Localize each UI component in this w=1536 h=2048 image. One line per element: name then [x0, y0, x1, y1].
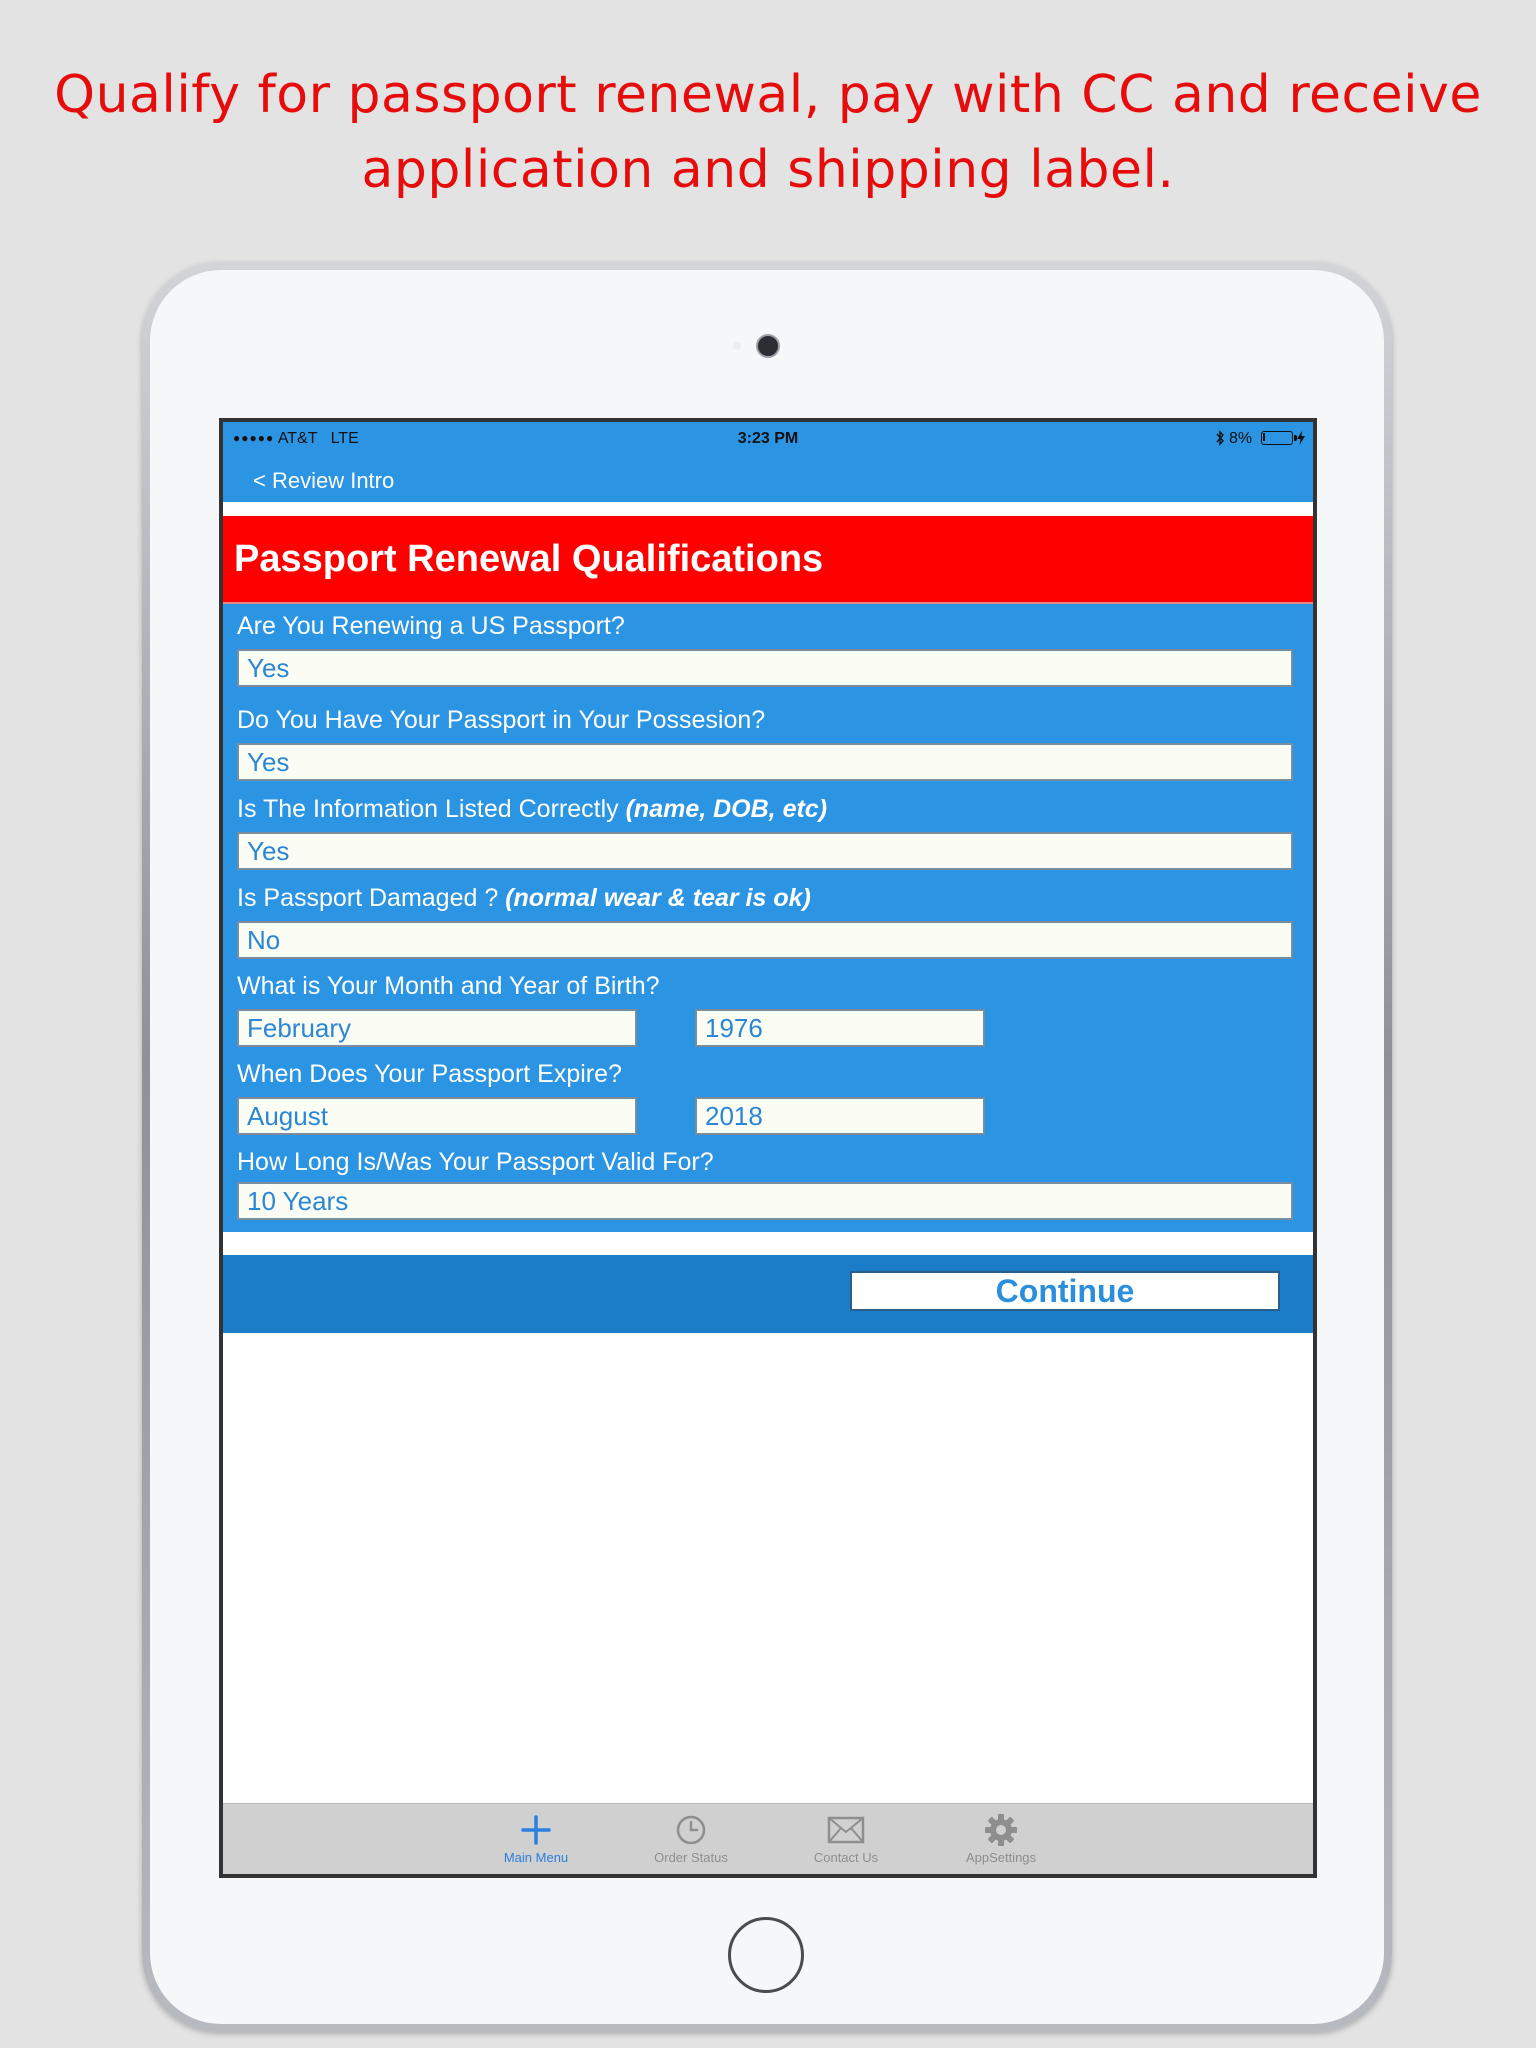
- network-type: LTE: [330, 430, 359, 447]
- signal-strength-icon: ●●●●●: [233, 431, 275, 445]
- expire-month-field[interactable]: August: [237, 1097, 637, 1135]
- ambient-sensor: [733, 342, 741, 350]
- status-right: [1215, 430, 1305, 448]
- app-screen: [223, 422, 1313, 1874]
- question-birth-label: [237, 972, 660, 1001]
- damaged-field[interactable]: No: [237, 921, 1293, 959]
- tab-contact-us[interactable]: [791, 1804, 901, 1874]
- birth-year-field[interactable]: 1976: [695, 1009, 985, 1047]
- title-banner: [223, 516, 1313, 604]
- question-text: Is Passport Damaged ?: [237, 884, 499, 912]
- bluetooth-icon: [1215, 430, 1229, 447]
- question-text: How Long Is/Was Your Passport Valid For?: [237, 1148, 714, 1176]
- tab-main-menu[interactable]: [481, 1804, 591, 1874]
- question-text: Is The Information Listed Correctly: [237, 795, 619, 823]
- carrier-name: AT&T: [277, 430, 318, 447]
- valid-period-field[interactable]: 10 Years: [237, 1182, 1293, 1220]
- question-text: Do You Have Your Passport in Your Possesion?: [237, 706, 766, 734]
- question-expire-label: [237, 1060, 622, 1089]
- question-text: When Does Your Passport Expire?: [237, 1060, 622, 1088]
- question-possession-label: [237, 706, 765, 735]
- question-note: (name, DOB, etc): [625, 795, 828, 823]
- continue-bar: [223, 1252, 1313, 1333]
- tab-app-settings[interactable]: [946, 1804, 1056, 1874]
- possession-field[interactable]: Yes: [237, 743, 1293, 781]
- continue-button[interactable]: Continue: [850, 1271, 1280, 1311]
- plus-icon: [516, 1810, 556, 1850]
- navigation-bar: [223, 458, 1313, 502]
- tab-label: Order Status: [654, 1850, 728, 1865]
- back-button[interactable]: < Review Intro: [253, 468, 395, 493]
- gear-icon: [981, 1810, 1021, 1850]
- clock: 3:23 PM: [737, 430, 799, 447]
- home-button[interactable]: [728, 1917, 804, 1993]
- question-info-correct-label: [237, 795, 827, 824]
- question-note: (normal wear & tear is ok): [505, 884, 811, 912]
- tab-order-status[interactable]: [636, 1804, 746, 1874]
- battery-fill: [1263, 433, 1265, 441]
- page-title: Passport Renewal Qualifications: [234, 538, 824, 580]
- tab-label: Main Menu: [503, 1850, 569, 1865]
- status-bar: [223, 422, 1313, 458]
- question-valid-label: [237, 1148, 714, 1177]
- question-us-passport-label: [237, 612, 625, 641]
- clock-icon: [671, 1810, 711, 1850]
- expire-year-field[interactable]: 2018: [695, 1097, 985, 1135]
- battery-percent: 8%: [1228, 430, 1253, 447]
- question-text: What is Your Month and Year of Birth?: [237, 972, 660, 1000]
- info-correct-field[interactable]: Yes: [237, 832, 1293, 870]
- front-camera: [756, 334, 780, 358]
- headline-line-2: application and shipping label.: [361, 140, 1175, 200]
- us-passport-field[interactable]: Yes: [237, 649, 1293, 687]
- qualification-form: [223, 604, 1313, 1232]
- headline: [0, 58, 1536, 208]
- headline-line-1: Qualify for passport renewal, pay with CC and receive: [54, 65, 1482, 125]
- charging-icon: [1297, 430, 1305, 447]
- birth-month-field[interactable]: February: [237, 1009, 637, 1047]
- envelope-icon: [826, 1810, 866, 1850]
- battery-icon: [1261, 431, 1293, 445]
- tab-bar: [223, 1803, 1313, 1874]
- question-damaged-label: [237, 884, 811, 913]
- question-text: Are You Renewing a US Passport?: [237, 612, 625, 640]
- tab-label: Contact Us: [813, 1850, 879, 1865]
- tab-label: AppSettings: [965, 1850, 1037, 1865]
- device-screen: [219, 418, 1317, 1878]
